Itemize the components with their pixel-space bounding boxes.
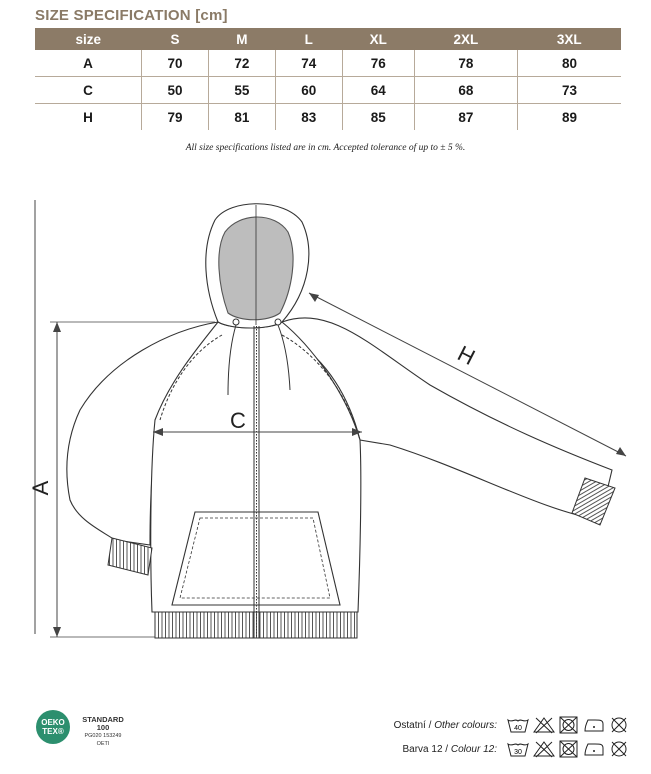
care-label [394, 720, 497, 731]
table-cell: 76 [342, 50, 414, 77]
oeko-line2: TEX® [42, 727, 64, 736]
care-label-en: Colour 12: [450, 743, 497, 755]
no-bleach-icon [533, 716, 555, 734]
dimension-h-label: H [453, 340, 480, 371]
header-cell: XL [342, 28, 414, 50]
table-cell: 68 [414, 77, 517, 104]
standard-label: STANDARD [82, 715, 124, 724]
care-label-sep: / [442, 743, 451, 755]
iron-icon [583, 740, 605, 758]
no-bleach-icon [533, 740, 555, 758]
dimension-a-label: A [28, 480, 53, 496]
table-cell: 73 [518, 77, 621, 104]
no-dry-clean-icon [609, 740, 629, 758]
table-cell: 79 [142, 104, 209, 131]
wash-icon [507, 740, 529, 758]
no-tumble-dry-icon [559, 716, 579, 734]
header-cell: L [275, 28, 342, 50]
table-cell: 60 [275, 77, 342, 104]
table-cell: 50 [142, 77, 209, 104]
header-cell: 3XL [518, 28, 621, 50]
table-cell: 70 [142, 50, 209, 77]
iron-icon [583, 716, 605, 734]
table-cell: 64 [342, 77, 414, 104]
table-cell: 72 [208, 50, 275, 77]
table-cell: 55 [208, 77, 275, 104]
dimension-c-label: C [230, 408, 246, 433]
header-cell: size [35, 28, 142, 50]
no-tumble-dry-icon [559, 740, 579, 758]
page-title: SIZE SPECIFICATION [cm] [35, 7, 228, 24]
table-cell: 81 [208, 104, 275, 131]
waistband [155, 612, 357, 638]
oeko-line1: OEKO [41, 718, 65, 727]
header-cell: S [142, 28, 209, 50]
header-cell: 2XL [414, 28, 517, 50]
tolerance-note: All size specifications listed are in cm. Accepted tolerance of up to ± 5 %. [185, 143, 466, 153]
row-label: C [35, 77, 142, 104]
care-label [402, 744, 497, 755]
care-row-colour-12 [402, 740, 629, 758]
table-cell: 83 [275, 104, 342, 131]
table-cell: 87 [414, 104, 517, 131]
no-dry-clean-icon [609, 716, 629, 734]
table-cell: 78 [414, 50, 517, 77]
oeko-tex-logo [36, 710, 70, 744]
table-cell: 74 [275, 50, 342, 77]
care-label-en: Other colours: [434, 719, 497, 731]
header-cell: M [208, 28, 275, 50]
wash-temp: 30 [514, 749, 522, 756]
table-cell: 80 [518, 50, 621, 77]
table-cell: 85 [342, 104, 414, 131]
care-label-cz: Ostatní [393, 719, 426, 731]
wash-temp: 40 [514, 725, 522, 732]
wash-icon [507, 716, 529, 734]
standard-code: PG020 153249 [84, 733, 122, 739]
care-label-sep: / [425, 719, 435, 731]
table-cell: 89 [518, 104, 621, 131]
standard-institute: OETI [96, 741, 110, 747]
row-label: H [83, 109, 93, 125]
row-label: A [35, 50, 142, 77]
care-row-other [394, 716, 629, 734]
standard-number: 100 [96, 723, 110, 732]
care-label-cz: Barva 12 [402, 743, 443, 755]
oeko-standard [78, 716, 128, 748]
